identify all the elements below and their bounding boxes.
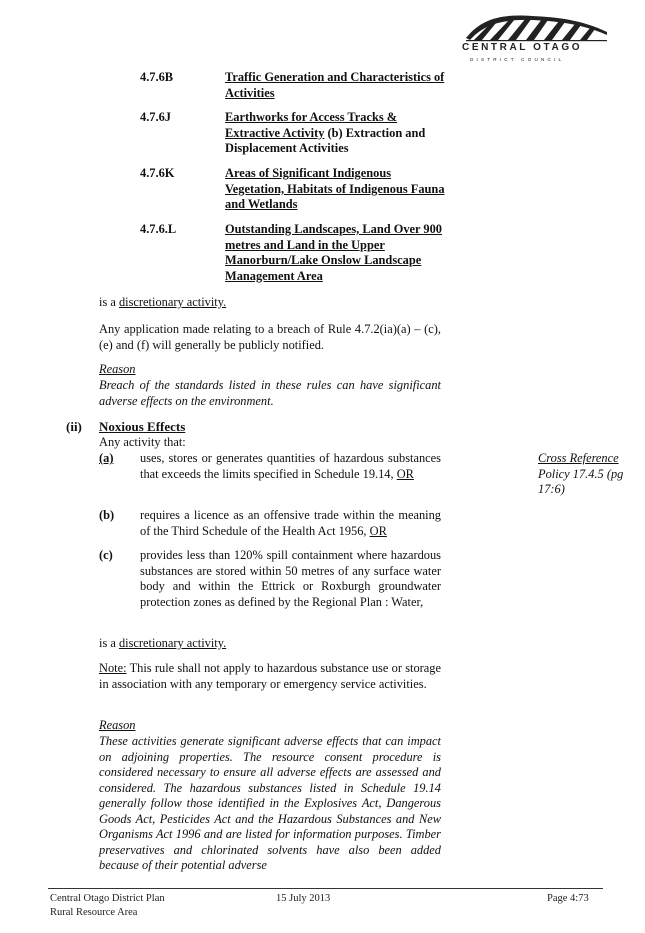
activity-status xyxy=(99,636,441,652)
footer-date: 15 July 2013 xyxy=(276,893,331,904)
reason-label: Reason xyxy=(99,718,136,732)
item-body: provides less than 120% spill containment where hazardous substances are stored within 50 metres of any surface water body and within the Ettrick or Roxburgh groundwater protection zones as defined by the Regional Plan : Water, xyxy=(140,548,441,609)
discretionary-activity-link[interactable]: discretionary activity. xyxy=(118,636,227,650)
rule-title-link[interactable]: Earthworks for Access Tracks & Extractive Activity xyxy=(225,110,398,140)
activity-prefix: is a xyxy=(99,295,119,309)
rule-number: 4.7.6B xyxy=(140,70,174,84)
or-link[interactable]: OR xyxy=(369,523,387,538)
note-label: Note: xyxy=(99,661,127,675)
cross-reference-label[interactable]: Cross Reference xyxy=(538,451,619,465)
footer-area-name: Rural Resource Area xyxy=(50,907,138,918)
activity-status xyxy=(99,295,441,311)
logo-name: CENTRAL OTAGO xyxy=(462,42,583,53)
item-body: requires a licence as an offensive trade within the meaning of the Third Schedule of the Health Act 1956, xyxy=(140,508,441,538)
item-text xyxy=(140,451,441,482)
section-title: Noxious Effects xyxy=(99,419,186,434)
item-text xyxy=(140,548,441,610)
footer-page-number: Page 4:73 xyxy=(547,893,589,904)
rule-number: 4.7.6J xyxy=(140,110,171,124)
section-intro: Any activity that: xyxy=(99,435,186,449)
reason-text: Breach of the standards listed in these rules can have significant adverse effects on the environment. xyxy=(99,378,441,408)
activity-prefix: is a xyxy=(99,636,119,650)
reason-label: Reason xyxy=(99,362,136,376)
cross-reference xyxy=(538,451,638,498)
item-marker: (b) xyxy=(99,508,115,522)
note-paragraph xyxy=(99,661,441,692)
rule-title-link[interactable]: Areas of Significant Indigenous Vegetation, Habitats of Indigenous Fauna and Wetlands xyxy=(225,166,445,211)
rule-title-link[interactable]: Traffic Generation and Characteristics of Activities xyxy=(225,70,445,100)
cross-reference-text: Policy 17.4.5 (pg 17:6) xyxy=(538,466,624,496)
rule-number: 4.7.6K xyxy=(140,166,175,180)
reason-text: These activities generate significant adverse effects that can impact on adjoining properties. The resource consent procedure is considered necessary to ensure all adverse effects are assessed and considered. The hazardous substances listed in Schedule 19.14 generally follow those identified in the Explosives Act, Dangerous Goods Act, Pesticides Act and the Hazardous Substances and New Organisms Act 1996 and are listed for information purposes. Timber preservatives and chlorinated solvents have also been added because of their potential adverse xyxy=(99,734,441,872)
rule-title xyxy=(225,110,445,157)
note-text: This rule shall not apply to hazardous substance use or storage in association with any temporary or emergency service activities. xyxy=(99,661,441,691)
logo-subtitle: DISTRICT COUNCIL xyxy=(470,57,565,62)
footer-divider xyxy=(48,888,603,889)
or-link[interactable]: OR xyxy=(396,466,414,481)
discretionary-activity-link[interactable]: discretionary activity. xyxy=(118,295,227,309)
section-number: (ii) xyxy=(66,419,82,434)
item-marker: (c) xyxy=(99,548,113,562)
rule-title-rest: (b) Extraction and Displacement Activities xyxy=(225,125,426,155)
item-text xyxy=(140,508,441,539)
notification-paragraph: Any application made relating to a breach of Rule 4.7.2(ia)(a) – (c), (e) and (f) will generally be publicly notified. xyxy=(99,322,441,352)
item-marker: (a) xyxy=(99,451,114,465)
footer-plan-name: Central Otago District Plan xyxy=(50,893,165,904)
rule-title-link[interactable]: Outstanding Landscapes, Land Over 900 metres and Land in the Upper Manorburn/Lake Onslow Landscape Management Area xyxy=(225,222,443,283)
item-body: uses, stores or generates quantities of hazardous substances that exceeds the limits specified in Schedule 19.14, xyxy=(140,451,441,481)
rule-number: 4.7.6.L xyxy=(140,222,177,236)
